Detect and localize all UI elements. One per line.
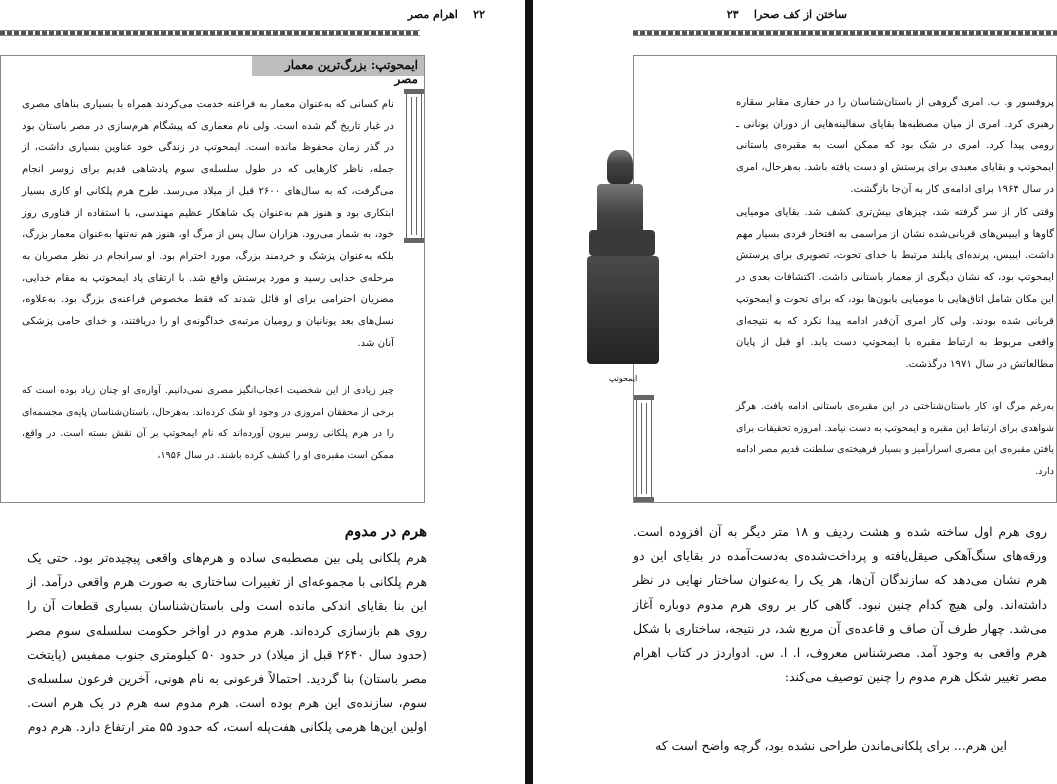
running-title: اهرام مصر (407, 8, 458, 21)
book-spine (525, 0, 533, 784)
body-text: هرم پلکانی پلی بین مصطبه‌ی ساده و هرم‌های واقعی پیچیده‌تر بود. حتی یک هرم پلکانی با مجموعه‌ای از تغییرات ساختاری به صورت هرم واقعی درآمد. از این بنا بقایای اندکی مانده است ولی باستان‌شناسان بسیاری قطعات آن را روی هم بازسازی کرده‌اند. هرم مدوم در اواخر حکومت سلسله‌ی سوم مصر (حدود سال ۲۶۴۰ قبل از میلاد) در حدود ۵۰ کیلومتری جنوب ممفیس (پایتخت مصر باستان) بنا گردید. احتمالاً فرعونی به نام هونی، آخرین فرعون سلسله‌ی سوم، سازنده‌ی این هرم بوده است. هرم مدوم سه هرم در یک هرم است. اولین این‌ها هرمی پلکانی هفت‌پله است، که حدود ۵۵ متر ارتفاع دارد. هرم دوم (27, 550, 427, 735)
body-text: روی هرم اول ساخته شده و هشت ردیف و ۱۸ متر دیگر به آن افزوده است. ورقه‌های سنگ‌آهکی صیقل‌یافته و پرداخت‌شده‌ی به‌دست‌آمده در بقایای این دو هرم نشان می‌دهد که سازندگان آن‌ها، هر یک را به‌عنوان ساختار نهایی در نظر داشته‌اند. ولی هیچ کدام چنین نبود. گاهی کار بر روی هرم مدوم دوباره آغاز می‌شد. چهار طرف آن صاف و قاعده‌ی آن مربع شد، در نتیجه، ساختاری با شکل هرم واقعی به وجود آمد. مصرشناس معروف، ا. ا. س. ادواردز در کتاب اهرام مصر تغییر شکل هرم مدوم را چنین توصیف می‌کند: (633, 524, 1047, 685)
sidebar-paragraph: وقتی کار از سر گرفته شد، چیزهای بیش‌تری کشف شد. بقایای مومیایی گاوها و ایبیس‌های قربانی‌شده نشان از مراسمی به افتخار فردی بسیار مهم داشت. ایبیس، پرنده‌ای پابلند مرتبط با خدای تحوت، تصویری برای پرستش ایمحوتپ بود، که نشان دیگری از معمار باستانی داشت. اکتشافات بعدی در این مکان شامل اتاق‌هایی با مومیایی بابون‌ها بود، که برای تحوت و ایمحوتپ قربانی شده بودند. ولی کار امری آن‌قدر ادامه پیدا نکرد که به نتیجه‌ای واقعی مربوط به ارتباط مقبره با ایمحوتپ دست یابد. او قبل از پایان مطالعاتش در سال ۱۹۷۱ درگذشت. (736, 207, 1054, 370)
left-page (0, 0, 525, 784)
column-ornament (636, 396, 652, 501)
section-heading: هرم در مدوم (344, 522, 427, 540)
sidebar-title: ایمحوتپ: بزرگ‌ترین معمار مصر (252, 56, 424, 76)
sidebar-paragraph: به‌رغم مرگ او، کار باستان‌شناختی در این مقبره‌ی باستانی ادامه یافت. هرگز شواهدی برای ارتباط این مقبره و ایمحوتپ به دست نیامد. امروزه تحقیقات برای یافتن مقبره‌ی این مصری اسرارآمیز و بسیار فرهیخته‌ی سلطنت قدیم مصر ادامه دارد. (736, 401, 1054, 478)
imhotep-statue-image (585, 150, 661, 370)
sidebar-paragraph: چیز زیادی از این شخصیت اعجاب‌انگیز مصری نمی‌دانیم. آوازه‌ی او چنان زیاد بوده است که برخی از محققان امروزی در وجود او شک کرده‌اند. به‌هرحال، باستان‌شناسان پایه‌ی مجسمه‌ای را در هرم پلکانی زوسر بیرون آورده‌اند که نام ایمحوتپ بر آن نقش بسته است. در واقع، ممکن است مقبره‌ی او را کشف کرده باشند. در سال ۱۹۵۶، (22, 385, 394, 462)
sidebar-box (633, 55, 1057, 503)
running-head-right (727, 8, 847, 21)
page-number: ۲۲ (473, 8, 485, 21)
header-rule (633, 30, 1057, 36)
sidebar-paragraph: پروفسور و. ب. امری گروهی از باستان‌شناسان را در حفاری مقابر سقاره رهبری کرد. امری از میان مصطبه‌ها بقایای سفالینه‌هایی از دوران یونانی ـ رومی پیدا کرد. امری در شک بود که ممکن است به مقبره‌ی باستانی ایمحوتپ و بقایای معبدی برای پرستش او دست یافته باشد. به‌هرحال، امری در سال ۱۹۶۴ برای ادامه‌ی کار به آن‌جا بازگشت. (736, 97, 1054, 195)
sidebar-box (0, 55, 425, 503)
page-number: ۲۳ (726, 8, 739, 21)
image-caption: ایمحوتپ (608, 374, 638, 383)
running-title: ساختن از کف صحرا (753, 8, 847, 21)
header-rule (0, 30, 420, 36)
right-page (533, 0, 1057, 784)
block-quote: این هرم... برای پلکانی‌ماندن طراحی نشده بود، گرچه واضح است که (655, 738, 1007, 753)
sidebar-paragraph: نام کسانی که به‌عنوان معمار به فراعنه خدمت می‌کردند همراه با بسیاری بناهای مصری در غبار تاریخ گم شده است. ولی نام معماری که پیشگام هرم‌سازی در مصر باستان بود در گذر زمان محفوظ مانده است. ایمحوتپ در زندگی خود عناوین بسیاری داشت، از جمله، ناظر کارهایی که در طول سلسله‌ی سوم پادشاهی قدیم برای زوسر انجام می‌گرفت، که به سال‌های ۲۶۰۰ قبل از میلاد می‌رسد. طرح هرم پلکانی او کاری بسیار ابتکاری بود و هنوز هم به‌عنوان یک شاهکار عظیم مهندسی، با استفاده از فناوری روز خود، به شمار می‌رود. هزاران سال پس از مرگ او، هنوز هم نه‌تنها به‌عنوان معمار بزرگ، بلکه به‌عنوان پزشک و خردمند بزرگ، مورد احترام بود. او سرانجام در نظر مصریان به مرحله‌ی خدایی رسید و مورد پرستش واقع شد. با ارتقای یاد ایمحوتپ به مقام خدایی، مصریان احترامی برای او قائل شدند که فقط مخصوص فراعنه‌ی بزرگ بود. به‌علاوه، نسل‌های بعد یونانیان و رومیان مرتبه‌ی خداگونه‌ی او را دریافتند، و خدای حامی پزشکی آنان شد. (22, 99, 394, 349)
column-ornament (406, 90, 422, 242)
running-head-left (408, 8, 485, 21)
